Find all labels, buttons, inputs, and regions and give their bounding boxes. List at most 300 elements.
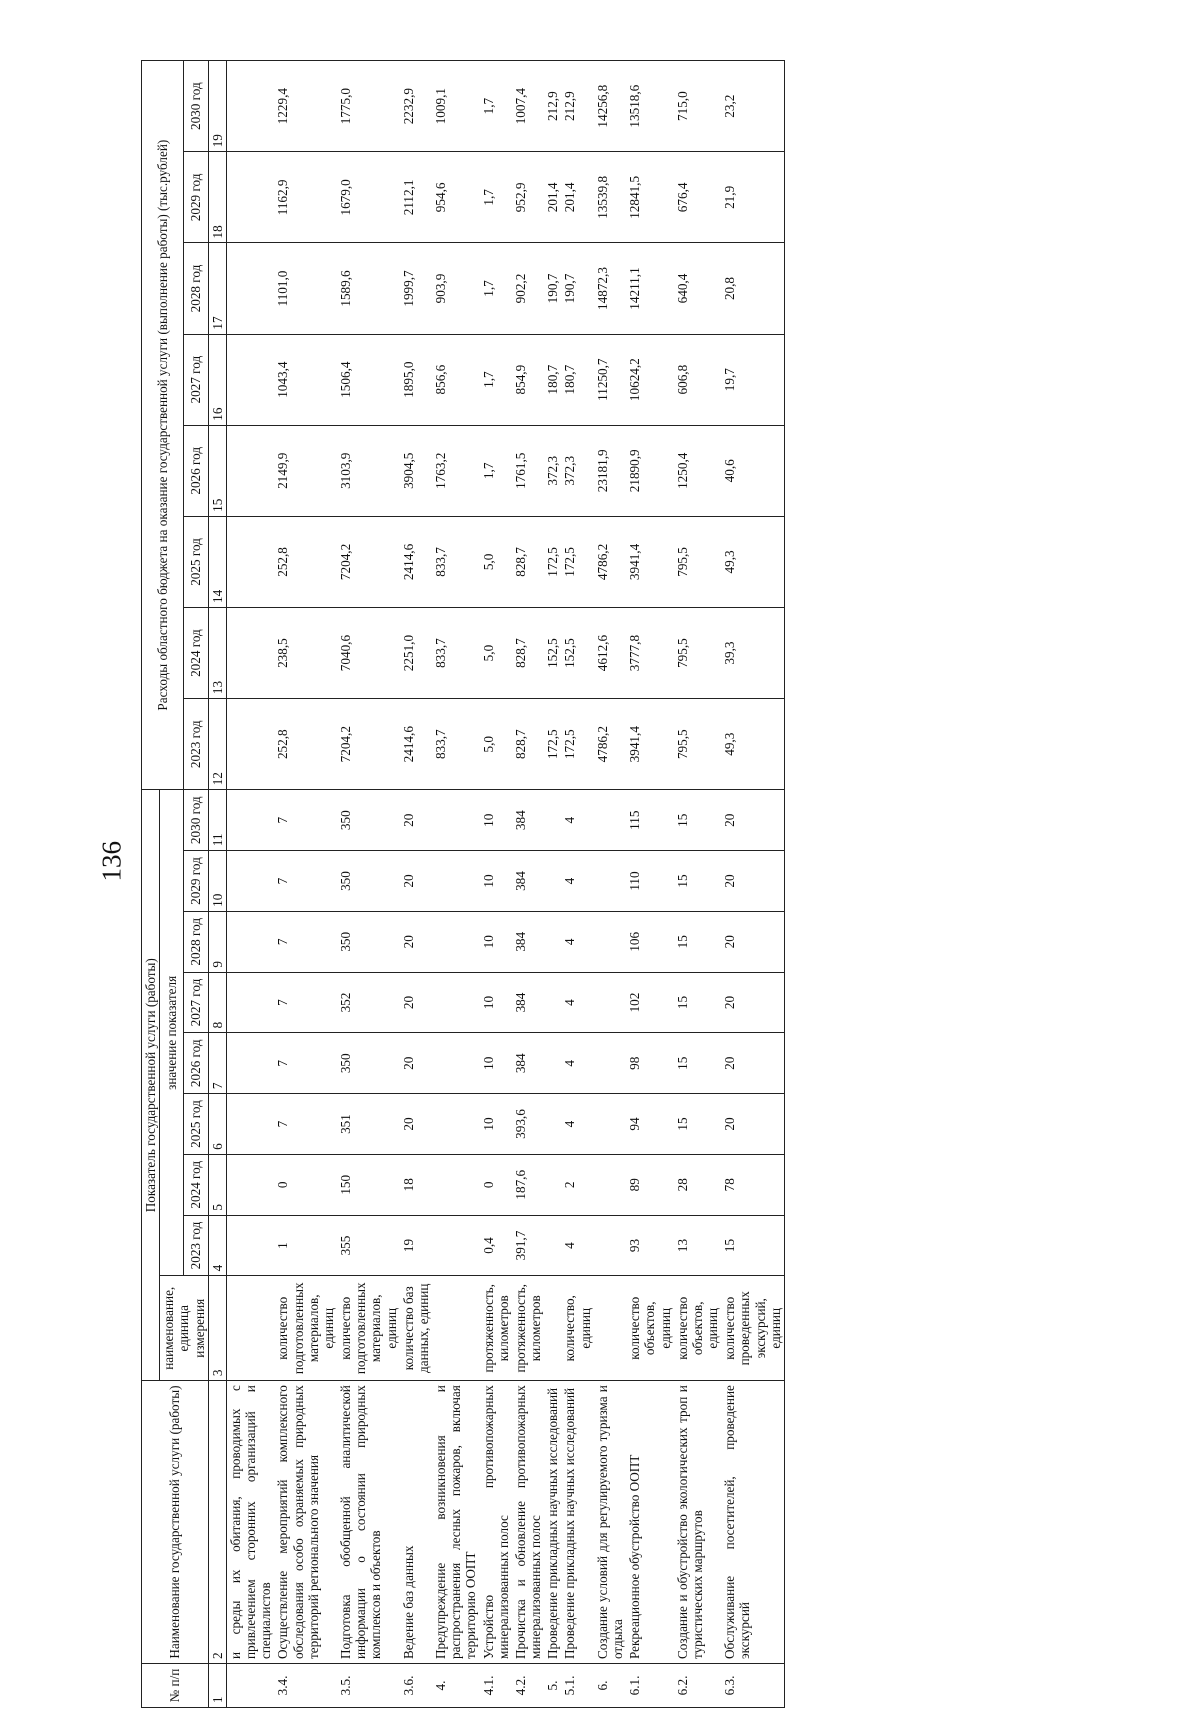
indicator-value xyxy=(226,1033,274,1094)
expense-value: 12841,5 xyxy=(626,152,674,243)
expense-value: 172,5 xyxy=(544,699,561,790)
indicator-value: 384 xyxy=(512,790,544,851)
table-row xyxy=(226,61,274,1708)
expense-value: 1,7 xyxy=(480,152,512,243)
indicator-value xyxy=(544,1215,561,1276)
indicator-value xyxy=(594,911,626,972)
indicator-value: 15 xyxy=(674,972,722,1033)
table-row xyxy=(512,61,544,1708)
header-indicator-group: Показатель государственной услуги (работы) xyxy=(142,790,160,1381)
indicator-value xyxy=(544,851,561,912)
indicator-value xyxy=(226,911,274,972)
expense-value: 13539,8 xyxy=(594,152,626,243)
column-number: 12 xyxy=(208,699,226,790)
expense-value: 1,7 xyxy=(480,61,512,152)
indicator-value xyxy=(544,911,561,972)
unit-of-measure: протяженность, километров xyxy=(480,1276,512,1381)
expense-value: 1,7 xyxy=(480,243,512,334)
indicator-value: 98 xyxy=(626,1033,674,1094)
expense-value xyxy=(226,334,274,425)
indicator-value xyxy=(432,851,480,912)
indicator-value: 391,7 xyxy=(512,1215,544,1276)
indicator-value xyxy=(432,790,480,851)
indicator-value: 10 xyxy=(480,851,512,912)
indicator-value: 352 xyxy=(337,972,400,1033)
expense-value: 3777,8 xyxy=(626,608,674,699)
indicator-value: 20 xyxy=(721,1094,784,1155)
indicator-value: 19 xyxy=(400,1215,432,1276)
table-row xyxy=(721,61,784,1708)
row-number: 6.3. xyxy=(721,1664,784,1708)
indicator-value xyxy=(594,1215,626,1276)
expense-value: 833,7 xyxy=(432,699,480,790)
indicator-value: 4 xyxy=(561,1033,593,1094)
indicator-value xyxy=(544,790,561,851)
row-number xyxy=(226,1664,274,1708)
indicator-value xyxy=(432,972,480,1033)
indicator-value: 4 xyxy=(561,1215,593,1276)
indicator-value xyxy=(432,1094,480,1155)
expense-value: 372,3 xyxy=(561,425,593,516)
indicator-value: 20 xyxy=(400,790,432,851)
expense-value: 1101,0 xyxy=(274,243,337,334)
indicator-value: 18 xyxy=(400,1154,432,1215)
expense-value: 1895,0 xyxy=(400,334,432,425)
expense-value: 3904,5 xyxy=(400,425,432,516)
indicator-value: 351 xyxy=(337,1094,400,1155)
page-number: 136 xyxy=(96,841,127,882)
expense-value: 238,5 xyxy=(274,608,337,699)
indicator-value: 15 xyxy=(674,1033,722,1094)
service-name: Проведение прикладных научных исследований xyxy=(544,1381,561,1664)
indicator-value: 2 xyxy=(561,1154,593,1215)
indicator-value: 0,4 xyxy=(480,1215,512,1276)
expense-value: 19,7 xyxy=(721,334,784,425)
indicator-value: 350 xyxy=(337,790,400,851)
expense-value: 49,3 xyxy=(721,516,784,607)
table-body xyxy=(226,61,784,1708)
indicator-value: 384 xyxy=(512,851,544,912)
expense-value: 14211,1 xyxy=(626,243,674,334)
indicator-value: 4 xyxy=(561,851,593,912)
indicator-value: 20 xyxy=(400,1094,432,1155)
indicator-value: 4 xyxy=(561,911,593,972)
row-number: 5.1. xyxy=(561,1664,593,1708)
service-name: Проведение прикладных научных исследований xyxy=(561,1381,593,1664)
expense-value: 4786,2 xyxy=(594,516,626,607)
expense-value: 828,7 xyxy=(512,699,544,790)
unit-of-measure: протяженность, километров xyxy=(512,1276,544,1381)
expense-value: 1775,0 xyxy=(337,61,400,152)
indicator-value: 20 xyxy=(721,1033,784,1094)
expense-value: 795,5 xyxy=(674,516,722,607)
expense-value: 14256,8 xyxy=(594,61,626,152)
expense-value xyxy=(226,61,274,152)
expense-value: 212,9 xyxy=(544,61,561,152)
column-number: 9 xyxy=(208,911,226,972)
indicator-value: 78 xyxy=(721,1154,784,1215)
service-name: Ведение баз данных xyxy=(400,1381,432,1664)
expense-value: 172,5 xyxy=(544,516,561,607)
indicator-value: 384 xyxy=(512,911,544,972)
expense-value: 676,4 xyxy=(674,152,722,243)
unit-of-measure xyxy=(226,1276,274,1381)
expense-value xyxy=(226,699,274,790)
header-values-group: значение показателя xyxy=(160,790,184,1276)
expense-value: 1763,2 xyxy=(432,425,480,516)
expense-value: 1043,4 xyxy=(274,334,337,425)
expense-value: 23181,9 xyxy=(594,425,626,516)
expense-value: 201,4 xyxy=(561,152,593,243)
expense-value: 14872,3 xyxy=(594,243,626,334)
expense-value: 40,6 xyxy=(721,425,784,516)
expense-value: 2414,6 xyxy=(400,516,432,607)
expense-value: 715,0 xyxy=(674,61,722,152)
expense-value xyxy=(226,425,274,516)
header-indicator-year: 2025 год xyxy=(184,1094,208,1155)
indicator-value xyxy=(226,790,274,851)
expense-value: 180,7 xyxy=(544,334,561,425)
indicator-value: 20 xyxy=(721,972,784,1033)
expense-value: 212,9 xyxy=(561,61,593,152)
row-number: 5. xyxy=(544,1664,561,1708)
indicator-value: 4 xyxy=(561,972,593,1033)
service-name: Предупреждение возникновения и распространения лесных пожаров, включая территорию ООПТ xyxy=(432,1381,480,1664)
expense-value: 828,7 xyxy=(512,608,544,699)
column-number: 1 xyxy=(208,1664,226,1708)
service-name: Создание условий для регулируемого туризма и отдыха xyxy=(594,1381,626,1664)
service-name: Обслуживание посетителей, проведение экскурсий xyxy=(721,1381,784,1664)
indicator-value: 7 xyxy=(274,972,337,1033)
indicator-value: 350 xyxy=(337,911,400,972)
header-expense-year: 2023 год xyxy=(184,699,208,790)
expense-value: 1229,4 xyxy=(274,61,337,152)
expense-value: 795,5 xyxy=(674,699,722,790)
indicator-value: 384 xyxy=(512,972,544,1033)
expense-value: 952,9 xyxy=(512,152,544,243)
expense-value: 21890,9 xyxy=(626,425,674,516)
indicator-value: 1 xyxy=(274,1215,337,1276)
indicator-value: 28 xyxy=(674,1154,722,1215)
expense-value: 5,0 xyxy=(480,608,512,699)
table-row xyxy=(674,61,722,1708)
expense-value: 1250,4 xyxy=(674,425,722,516)
expense-value: 172,5 xyxy=(561,516,593,607)
header-indicator-year: 2026 год xyxy=(184,1033,208,1094)
indicator-value: 7 xyxy=(274,790,337,851)
expense-value: 640,4 xyxy=(674,243,722,334)
expense-value: 372,3 xyxy=(544,425,561,516)
column-number: 14 xyxy=(208,516,226,607)
indicator-value: 0 xyxy=(274,1154,337,1215)
column-number: 11 xyxy=(208,790,226,851)
header-column-numbers xyxy=(208,61,226,1708)
table-row xyxy=(432,61,480,1708)
expense-value: 3941,4 xyxy=(626,516,674,607)
service-name: Подготовка обобщенной аналитической информации о состоянии природных комплексов и объектов xyxy=(337,1381,400,1664)
column-number: 19 xyxy=(208,61,226,152)
column-number: 15 xyxy=(208,425,226,516)
indicator-value: 20 xyxy=(721,790,784,851)
table-row xyxy=(337,61,400,1708)
expense-value: 1,7 xyxy=(480,425,512,516)
service-name: Рекреационное обустройство ООПТ xyxy=(626,1381,674,1664)
expense-value: 4786,2 xyxy=(594,699,626,790)
indicator-value xyxy=(594,1154,626,1215)
unit-of-measure: количество баз данных, единиц xyxy=(400,1276,432,1381)
indicator-value xyxy=(594,790,626,851)
header-indicator-year: 2028 год xyxy=(184,911,208,972)
indicator-value xyxy=(432,1154,480,1215)
header-service-name: Наименование государственной услуги (работы) xyxy=(142,1381,209,1664)
indicator-value xyxy=(594,851,626,912)
table-row xyxy=(274,61,337,1708)
indicator-value: 115 xyxy=(626,790,674,851)
expense-value: 5,0 xyxy=(480,516,512,607)
indicator-value xyxy=(544,972,561,1033)
expense-value: 201,4 xyxy=(544,152,561,243)
header-indicator-year: 2029 год xyxy=(184,851,208,912)
unit-of-measure xyxy=(544,1276,561,1381)
indicator-value: 355 xyxy=(337,1215,400,1276)
table-row xyxy=(544,61,561,1708)
row-number: 4.1. xyxy=(480,1664,512,1708)
indicator-value: 7 xyxy=(274,911,337,972)
indicator-value: 15 xyxy=(674,911,722,972)
indicator-value xyxy=(544,1094,561,1155)
indicator-value: 187,6 xyxy=(512,1154,544,1215)
service-name: Создание и обустройство экологических троп и туристических маршрутов xyxy=(674,1381,722,1664)
table-header xyxy=(142,61,227,1708)
service-name: Осуществление мероприятий комплексного обследования особо охраняемых природных территорий регионального значения xyxy=(274,1381,337,1664)
indicator-value: 15 xyxy=(721,1215,784,1276)
indicator-value: 20 xyxy=(400,911,432,972)
table-row xyxy=(626,61,674,1708)
indicator-value: 20 xyxy=(721,851,784,912)
column-number: 18 xyxy=(208,152,226,243)
row-number: 6. xyxy=(594,1664,626,1708)
expense-value: 39,3 xyxy=(721,608,784,699)
indicator-value: 10 xyxy=(480,1033,512,1094)
unit-of-measure: количество подготовленных материалов, единиц xyxy=(337,1276,400,1381)
expense-value: 5,0 xyxy=(480,699,512,790)
column-number: 8 xyxy=(208,972,226,1033)
indicator-value: 20 xyxy=(400,1033,432,1094)
indicator-value xyxy=(226,1215,274,1276)
indicator-value: 393,6 xyxy=(512,1094,544,1155)
table-row xyxy=(400,61,432,1708)
expense-value: 1007,4 xyxy=(512,61,544,152)
expense-value: 854,9 xyxy=(512,334,544,425)
expense-value xyxy=(226,516,274,607)
header-expense-year: 2025 год xyxy=(184,516,208,607)
expense-value: 903,9 xyxy=(432,243,480,334)
expense-value: 152,5 xyxy=(544,608,561,699)
expense-value: 3103,9 xyxy=(337,425,400,516)
row-number: 3.6. xyxy=(400,1664,432,1708)
expense-value: 954,6 xyxy=(432,152,480,243)
indicator-value: 10 xyxy=(480,972,512,1033)
indicator-value: 106 xyxy=(626,911,674,972)
indicator-value: 350 xyxy=(337,1033,400,1094)
expense-value: 902,2 xyxy=(512,243,544,334)
indicator-value: 0 xyxy=(480,1154,512,1215)
expense-value: 190,7 xyxy=(544,243,561,334)
table-row xyxy=(480,61,512,1708)
expense-value: 2414,6 xyxy=(400,699,432,790)
expense-value: 1,7 xyxy=(480,334,512,425)
expense-value: 2251,0 xyxy=(400,608,432,699)
expense-value: 606,8 xyxy=(674,334,722,425)
expense-value: 856,6 xyxy=(432,334,480,425)
column-number: 17 xyxy=(208,243,226,334)
expense-value: 1009,1 xyxy=(432,61,480,152)
expense-value: 1589,6 xyxy=(337,243,400,334)
expense-value: 172,5 xyxy=(561,699,593,790)
header-indicator-year: 2030 год xyxy=(184,790,208,851)
expense-value: 21,9 xyxy=(721,152,784,243)
header-expense-year: 2028 год xyxy=(184,243,208,334)
expense-value: 833,7 xyxy=(432,608,480,699)
unit-of-measure: количество проведенных экскурсий, единиц xyxy=(721,1276,784,1381)
indicator-value xyxy=(226,1154,274,1215)
indicator-value xyxy=(226,851,274,912)
expense-value: 1162,9 xyxy=(274,152,337,243)
indicator-value: 20 xyxy=(400,851,432,912)
column-number: 10 xyxy=(208,851,226,912)
expense-value xyxy=(226,152,274,243)
indicator-value xyxy=(594,1033,626,1094)
header-no: № п/п xyxy=(142,1664,209,1708)
column-number: 4 xyxy=(208,1215,226,1276)
rotated-page xyxy=(141,60,1171,1708)
expense-value xyxy=(226,243,274,334)
header-indicator-year: 2023 год xyxy=(184,1215,208,1276)
expense-value xyxy=(226,608,274,699)
indicator-value: 7 xyxy=(274,1033,337,1094)
indicator-value: 4 xyxy=(561,790,593,851)
expense-value: 252,8 xyxy=(274,699,337,790)
expense-value: 252,8 xyxy=(274,516,337,607)
expense-value: 2149,9 xyxy=(274,425,337,516)
expense-value: 4612,6 xyxy=(594,608,626,699)
indicator-value: 15 xyxy=(674,1094,722,1155)
column-number: 2 xyxy=(208,1381,226,1664)
expense-value: 2232,9 xyxy=(400,61,432,152)
indicator-value: 110 xyxy=(626,851,674,912)
column-number: 6 xyxy=(208,1094,226,1155)
header-expense-year: 2026 год xyxy=(184,425,208,516)
header-expense-year: 2029 год xyxy=(184,152,208,243)
unit-of-measure xyxy=(432,1276,480,1381)
indicator-value xyxy=(594,972,626,1033)
indicator-value: 20 xyxy=(400,972,432,1033)
indicator-value xyxy=(544,1154,561,1215)
unit-of-measure: количество объектов, единиц xyxy=(626,1276,674,1381)
indicator-value xyxy=(226,972,274,1033)
header-indicator-year: 2027 год xyxy=(184,972,208,1033)
indicator-value: 20 xyxy=(721,911,784,972)
indicator-value: 10 xyxy=(480,1094,512,1155)
unit-of-measure: количество подготовленных материалов, единиц xyxy=(274,1276,337,1381)
row-number: 3.5. xyxy=(337,1664,400,1708)
column-number: 13 xyxy=(208,608,226,699)
indicator-value: 94 xyxy=(626,1094,674,1155)
expense-value: 1761,5 xyxy=(512,425,544,516)
column-number: 7 xyxy=(208,1033,226,1094)
indicator-value xyxy=(226,1094,274,1155)
expense-value: 11250,7 xyxy=(594,334,626,425)
row-number: 3.4. xyxy=(274,1664,337,1708)
row-number: 6.2. xyxy=(674,1664,722,1708)
indicator-value: 10 xyxy=(480,911,512,972)
header-expense-year: 2027 год xyxy=(184,334,208,425)
indicator-value: 13 xyxy=(674,1215,722,1276)
indicator-value: 89 xyxy=(626,1154,674,1215)
expense-value: 13518,6 xyxy=(626,61,674,152)
column-number: 16 xyxy=(208,334,226,425)
indicator-value xyxy=(432,1033,480,1094)
table-row xyxy=(594,61,626,1708)
column-number: 5 xyxy=(208,1154,226,1215)
expense-value: 180,7 xyxy=(561,334,593,425)
service-name: и среды их обитания, проводимых с привлечением сторонних организаций и специалистов xyxy=(226,1381,274,1664)
unit-of-measure xyxy=(594,1276,626,1381)
header-unit: наименование, единица измерения xyxy=(160,1276,209,1381)
services-table xyxy=(141,60,785,1708)
indicator-value: 15 xyxy=(674,851,722,912)
column-number: 3 xyxy=(208,1276,226,1381)
expense-value: 7040,6 xyxy=(337,608,400,699)
service-name: Устройство противопожарных минерализованных полос xyxy=(480,1381,512,1664)
row-number: 6.1. xyxy=(626,1664,674,1708)
row-number: 4.2. xyxy=(512,1664,544,1708)
expense-value: 7204,2 xyxy=(337,516,400,607)
service-name: Прочистка и обновление противопожарных минерализованных полос xyxy=(512,1381,544,1664)
expense-value: 152,5 xyxy=(561,608,593,699)
indicator-value xyxy=(594,1094,626,1155)
indicator-value: 93 xyxy=(626,1215,674,1276)
expense-value: 49,3 xyxy=(721,699,784,790)
indicator-value xyxy=(432,911,480,972)
header-expenses-group: Расходы областного бюджета на оказание государственной услуги (выполнение работы) (тыс.рублей) xyxy=(142,61,184,790)
expense-value: 190,7 xyxy=(561,243,593,334)
unit-of-measure: количество, единиц xyxy=(561,1276,593,1381)
indicator-value xyxy=(432,1215,480,1276)
expense-value: 3941,4 xyxy=(626,699,674,790)
expense-value: 1999,7 xyxy=(400,243,432,334)
header-expense-year: 2030 год xyxy=(184,61,208,152)
row-number: 4. xyxy=(432,1664,480,1708)
expense-value: 20,8 xyxy=(721,243,784,334)
expense-value: 833,7 xyxy=(432,516,480,607)
unit-of-measure: количество объектов, единиц xyxy=(674,1276,722,1381)
indicator-value: 15 xyxy=(674,790,722,851)
expense-value: 23,2 xyxy=(721,61,784,152)
indicator-value: 150 xyxy=(337,1154,400,1215)
header-expense-year: 2024 год xyxy=(184,608,208,699)
indicator-value: 7 xyxy=(274,1094,337,1155)
header-indicator-year: 2024 год xyxy=(184,1154,208,1215)
indicator-value: 102 xyxy=(626,972,674,1033)
expense-value: 1679,0 xyxy=(337,152,400,243)
indicator-value: 350 xyxy=(337,851,400,912)
indicator-value: 7 xyxy=(274,851,337,912)
expense-value: 7204,2 xyxy=(337,699,400,790)
indicator-value xyxy=(544,1033,561,1094)
expense-value: 795,5 xyxy=(674,608,722,699)
expense-value: 10624,2 xyxy=(626,334,674,425)
